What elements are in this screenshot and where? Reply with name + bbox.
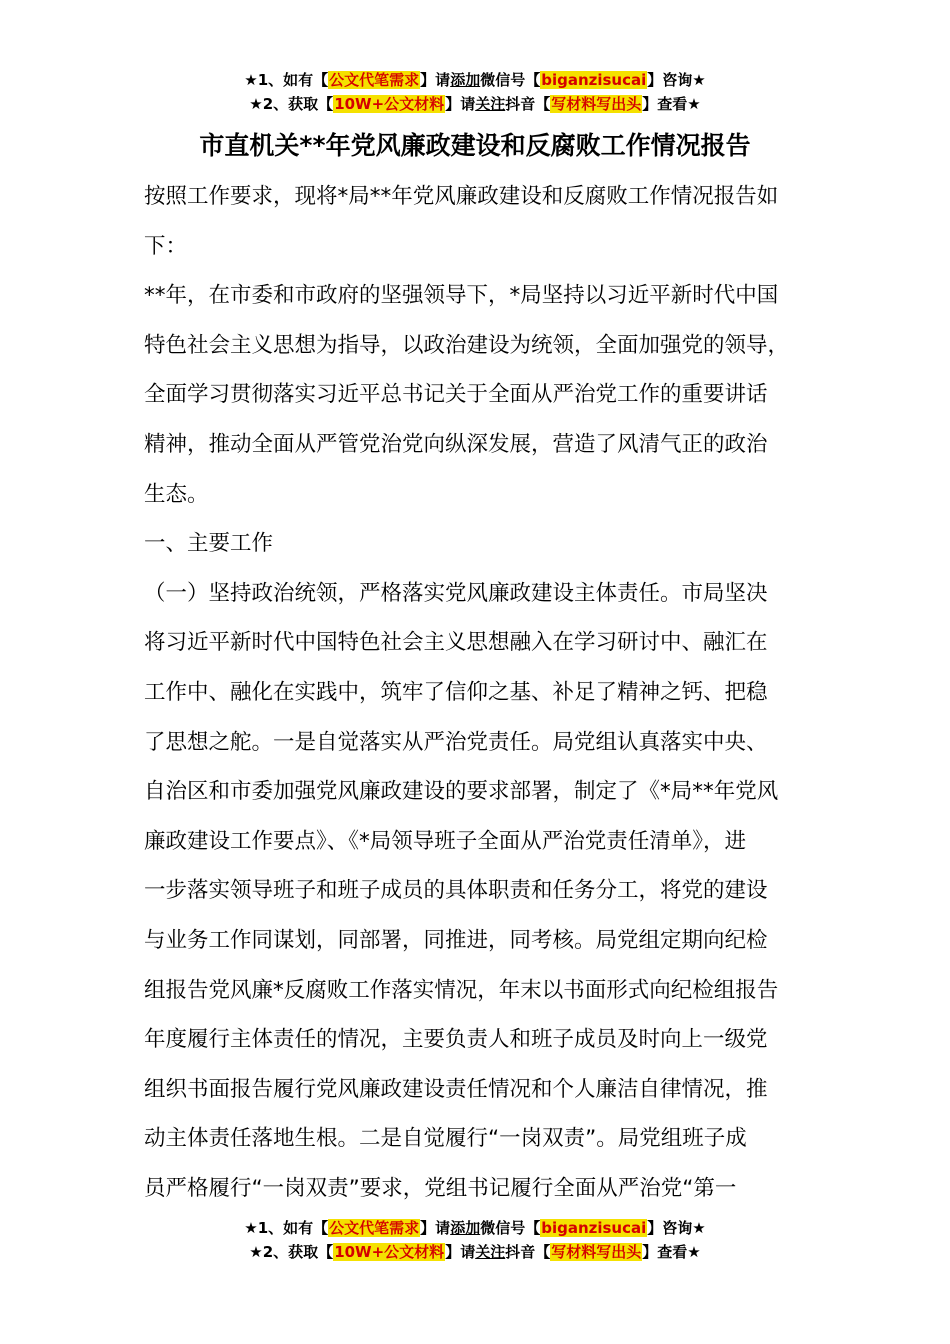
body-line: 一、主要工作: [144, 531, 274, 557]
body-line: 组织书面报告履行党风廉政建设责任情况和个人廉洁自律情况，推: [144, 1076, 768, 1102]
banner-text: 抖音【: [505, 95, 551, 113]
body-line: **年，在市委和市政府的坚强领导下，*局坚持以习近平新时代中国: [144, 283, 779, 309]
banner-text: 】请: [445, 1243, 476, 1261]
banner-text: 】查看★: [642, 1243, 701, 1261]
banner-text: ★1、如有【: [244, 71, 329, 89]
banner-highlight: 写材料写出头: [551, 1243, 642, 1261]
body-line: （一）坚持政治统领，严格落实党风廉政建设主体责任。市局坚决: [144, 580, 768, 606]
banner-text: 微信号【: [480, 1219, 541, 1237]
banner-underline: 关注: [475, 1243, 506, 1261]
banner-highlight: 公文代笔需求: [329, 71, 420, 89]
banner-text: 】请: [445, 95, 476, 113]
body-line: 组报告党风廉*反腐败工作落实情况，年末以书面形式向纪检组报告: [144, 977, 779, 1003]
body-line: 按照工作要求，现将*局**年党风廉政建设和反腐败工作情况报告如: [144, 184, 779, 209]
document-title: 市直机关**年党风廉政建设和反腐败工作情况报告: [199, 131, 751, 160]
banner-underline: 添加: [450, 1219, 481, 1237]
banner-highlight: 10W+公文材料: [334, 95, 445, 113]
header-banner: [0, 68, 950, 116]
banner-line-2: [0, 1240, 950, 1264]
banner-highlight: biganzisucai: [541, 1219, 647, 1237]
body-line: 全面学习贯彻落实习近平总书记关于全面从严治党工作的重要讲话: [144, 382, 768, 408]
banner-text: 抖音【: [505, 1243, 551, 1261]
banner-highlight: 写材料写出头: [551, 95, 642, 113]
footer-banner: [0, 1216, 950, 1264]
body-line: 与业务工作同谋划，同部署，同推进，同考核。局党组定期向纪检: [144, 927, 768, 953]
banner-highlight: biganzisucai: [541, 71, 647, 89]
body-line: 一步落实领导班子和班子成员的具体职责和任务分工，将党的建设: [144, 878, 768, 904]
body-line: 下：: [144, 233, 188, 259]
banner-line-1: [0, 68, 950, 92]
body-line: 自治区和市委加强党风廉政建设的要求部署，制定了《*局**年党风: [144, 779, 779, 805]
banner-highlight: 公文代笔需求: [329, 1219, 420, 1237]
banner-text: ★2、获取【: [249, 95, 334, 113]
body-line: 动主体责任落地生根。二是自觉履行“一岗双责”。局党组班子成: [144, 1126, 747, 1152]
body-line: 工作中、融化在实践中，筑牢了信仰之基、补足了精神之钙、把稳: [144, 679, 768, 705]
body-line: 将习近平新时代中国特色社会主义思想融入在学习研讨中、融汇在: [144, 630, 768, 656]
banner-text: ★2、获取【: [249, 1243, 334, 1261]
banner-text: 】请: [420, 1219, 451, 1237]
body-line: 了思想之舵。一是自觉落实从严治党责任。局党组认真落实中央、: [144, 729, 768, 755]
banner-text: 】咨询★: [647, 1219, 706, 1237]
banner-line-1: [0, 1216, 950, 1240]
banner-text: ★1、如有【: [244, 1219, 329, 1237]
banner-line-2: [0, 92, 950, 116]
document-body: [144, 172, 810, 1213]
body-line: 员严格履行“一岗双责”要求，党组书记履行全面从严治党“第一: [144, 1175, 737, 1201]
banner-text: 】查看★: [642, 95, 701, 113]
banner-text: 微信号【: [480, 71, 541, 89]
banner-underline: 关注: [475, 95, 506, 113]
body-line: 廉政建设工作要点》、《*局领导班子全面从严治党责任清单》，进: [144, 828, 747, 854]
body-line: 年度履行主体责任的情况，主要负责人和班子成员及时向上一级党: [144, 1027, 768, 1053]
banner-text: 】请: [420, 71, 451, 89]
banner-highlight: 10W+公文材料: [334, 1243, 445, 1261]
body-line: 生态。: [144, 481, 209, 507]
body-line: 特色社会主义思想为指导，以政治建设为统领，全面加强党的领导，: [144, 332, 790, 358]
banner-underline: 添加: [450, 71, 481, 89]
banner-text: 】咨询★: [647, 71, 706, 89]
body-line: 精神，推动全面从严管党治党向纵深发展，营造了风清气正的政治: [144, 431, 768, 457]
